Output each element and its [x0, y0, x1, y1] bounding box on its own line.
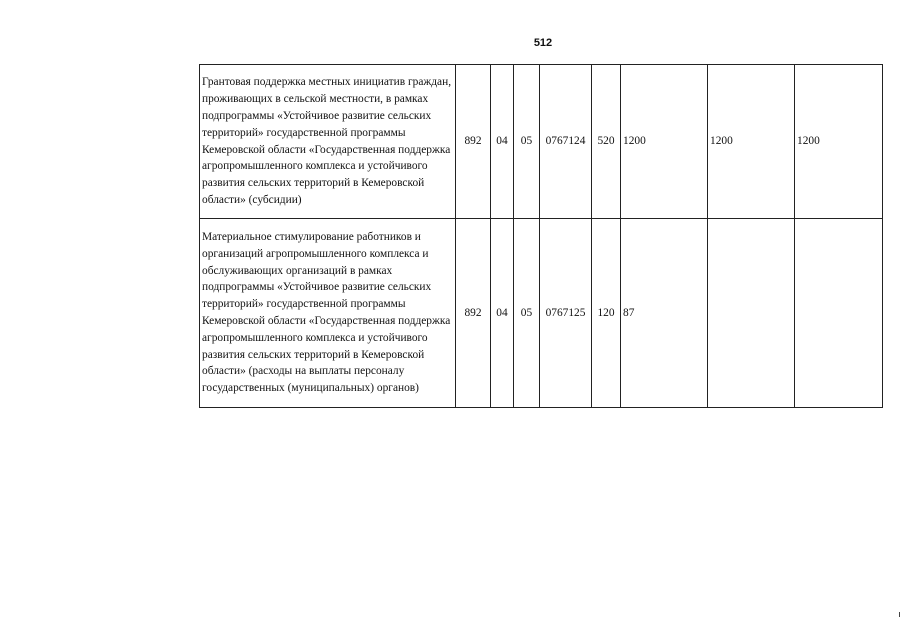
amount-cell-2: [708, 219, 795, 408]
expense-type-cell: 120: [592, 219, 621, 408]
page-number: 512: [533, 37, 553, 49]
amount-cell-1: 1200: [621, 65, 708, 219]
scan-mark: [899, 612, 900, 617]
amount-cell-3: 1200: [795, 65, 883, 219]
budget-table: [199, 64, 883, 408]
section-code-cell: 04: [491, 219, 514, 408]
ministry-code-cell: 892: [456, 219, 491, 408]
target-article-cell: 0767125: [540, 219, 592, 408]
table-row: [200, 219, 883, 408]
amount-cell-2: 1200: [708, 65, 795, 219]
expense-type-cell: 520: [592, 65, 621, 219]
target-article-cell: 0767124: [540, 65, 592, 219]
subsection-code-cell: 05: [514, 65, 540, 219]
subsection-code-cell: 05: [514, 219, 540, 408]
section-code-cell: 04: [491, 65, 514, 219]
row-description: Материальное стимулирование работников и организаций агропромышленного комплекса и обслуживающих организаций в рамках подпрограммы «Устойчивое развитие сельских территорий» государственной программы Кемеровской области «Государственная поддержка агропромышленного комплекса и устойчивого развития сельских территорий в Кемеровской области» (расходы на выплаты персоналу государственных (муниципальных) органов): [200, 219, 456, 408]
ministry-code-cell: 892: [456, 65, 491, 219]
amount-cell-1: 87: [621, 219, 708, 408]
table-row: [200, 65, 883, 219]
amount-cell-3: [795, 219, 883, 408]
row-description: Грантовая поддержка местных инициатив граждан, проживающих в сельской местности, в рамках подпрограммы «Устойчивое развитие сельских территорий» государственной программы Кемеровской области «Государственная поддержка агропромышленного комплекса и устойчивого развития сельских территорий в Кемеровской области» (субсидии): [200, 65, 456, 219]
